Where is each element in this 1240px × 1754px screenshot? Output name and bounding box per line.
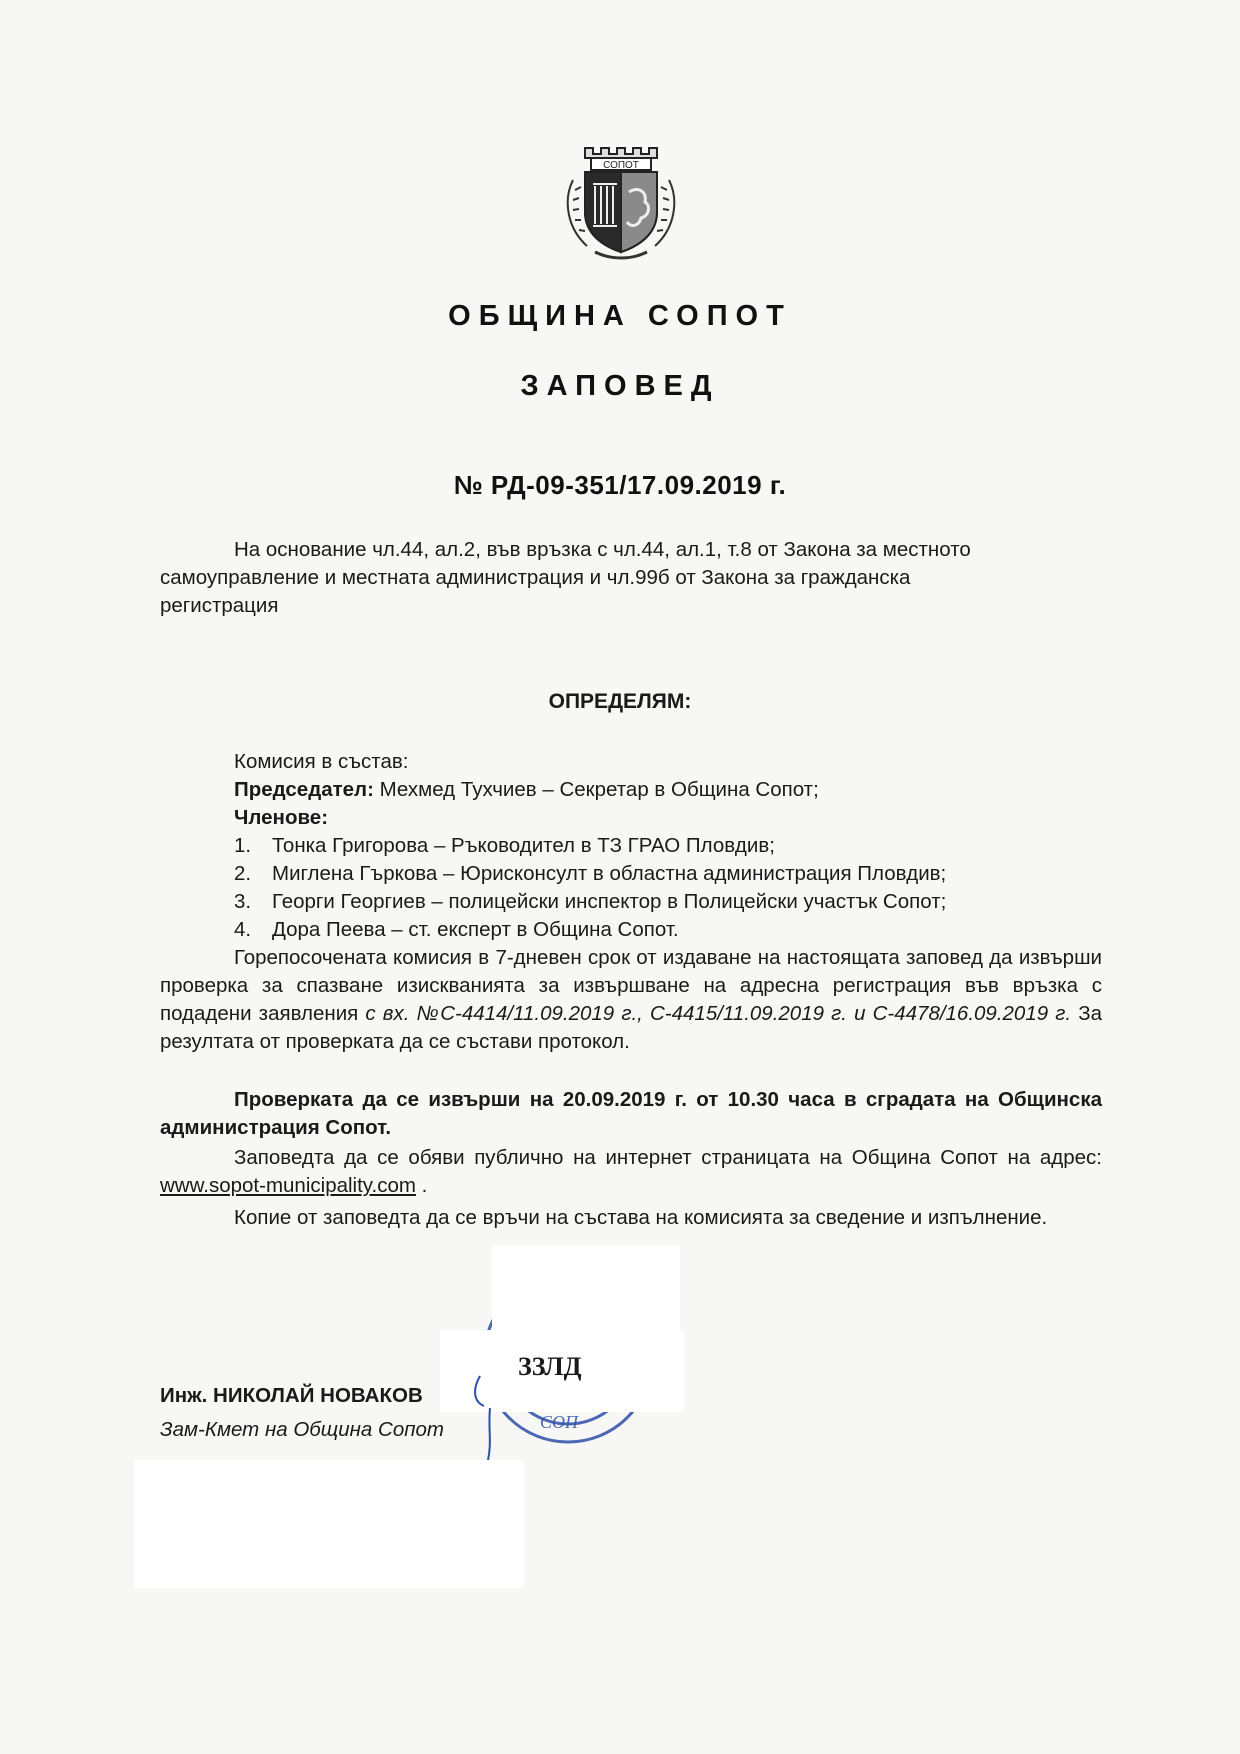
copy-paragraph [160, 1204, 1102, 1232]
member-text: Миглена Гъркова – Юрисконсулт в областна администрация Пловдив; [272, 862, 947, 885]
task-text: Горепосочената комисия в 7-дневен срок от издаване на настоящата заповед да извърши проверка за спазване изискванията за извършване на адресна регистрация във връзка с подадени заявления [160, 946, 1102, 1025]
publish-paragraph [160, 1144, 1102, 1200]
chairman-text: Мехмед Тухчиев – Секретар в Община Сопот; [373, 778, 819, 801]
inspection-text: Проверката да се извърши на 20.09.2019 г. от 10.30 часа в сградата на Общинска администрация Сопот. [160, 1088, 1102, 1139]
member-item [234, 916, 679, 944]
member-number: 4. [234, 918, 252, 941]
member-item [234, 888, 946, 916]
member-item [234, 860, 946, 888]
inspection-paragraph [160, 1086, 1102, 1142]
member-text: Георги Георгиев – полицейски инспектор в Полицейски участък Сопот; [272, 890, 947, 913]
publish-text: Заповедта да се обяви публично на интернет страницата на Община Сопот на адрес: [234, 1146, 1102, 1169]
member-item [234, 832, 775, 860]
svg-text:СОПОТ: СОПОТ [603, 160, 639, 171]
determine-heading: ОПРЕДЕЛЯМ: [548, 690, 692, 713]
chairman-label: Председател: [234, 778, 374, 801]
legal-basis-line: регистрация [160, 594, 279, 617]
member-number: 1. [234, 834, 252, 857]
copy-text: Копие от заповедта да се връчи на състава на комисията за сведение и изпълнение. [234, 1206, 1048, 1229]
application-numbers: с вх. №С-4414/11.09.2019 г., С-4415/11.09.2019 г. и С-4478/16.09.2019 г. [365, 1002, 1072, 1025]
member-text: Дора Пеева – ст. експерт в Община Сопот. [272, 918, 679, 941]
task-paragraph [160, 944, 1102, 1056]
redaction-label: ЗЗЛД [518, 1352, 582, 1381]
signature-mark [472, 1372, 502, 1462]
member-number: 2. [234, 862, 252, 885]
svg-text:СОП: СОП [540, 1412, 579, 1432]
document-type-title: ЗАПОВЕД [520, 370, 720, 402]
publish-tail: . [415, 1174, 428, 1197]
legal-basis-line: На основание чл.44, ал.2, във връзка с чл.44, ал.1, т.8 от Закона за местното [234, 538, 971, 561]
members-label: Членове: [234, 806, 329, 829]
order-number: № РД-09-351/17.09.2019 г. [453, 470, 787, 500]
signatory-role: Зам-Кмет на Община Сопот [160, 1418, 444, 1441]
member-text: Тонка Григорова – Ръководител в ТЗ ГРАО Пловдив; [272, 834, 775, 857]
member-number: 3. [234, 890, 252, 913]
coat-of-arms-logo [555, 140, 687, 264]
protocol-text: За резултата от проверката да се състави протокол. [160, 1002, 1102, 1053]
signatory-name: Инж. НИКОЛАЙ НОВАКОВ [160, 1384, 423, 1407]
municipality-website-link[interactable]: www.sopot-municipality.com [160, 1174, 416, 1197]
legal-basis-paragraph [160, 536, 1065, 620]
municipality-title: ОБЩИНА СОПОТ [448, 300, 792, 332]
redaction-box [134, 1460, 524, 1588]
commission-intro: Комисия в състав: [234, 750, 409, 773]
legal-basis-line: самоуправление и местната администрация и чл.99б от Закона за гражданска [160, 566, 911, 589]
chairman-line [234, 776, 819, 804]
